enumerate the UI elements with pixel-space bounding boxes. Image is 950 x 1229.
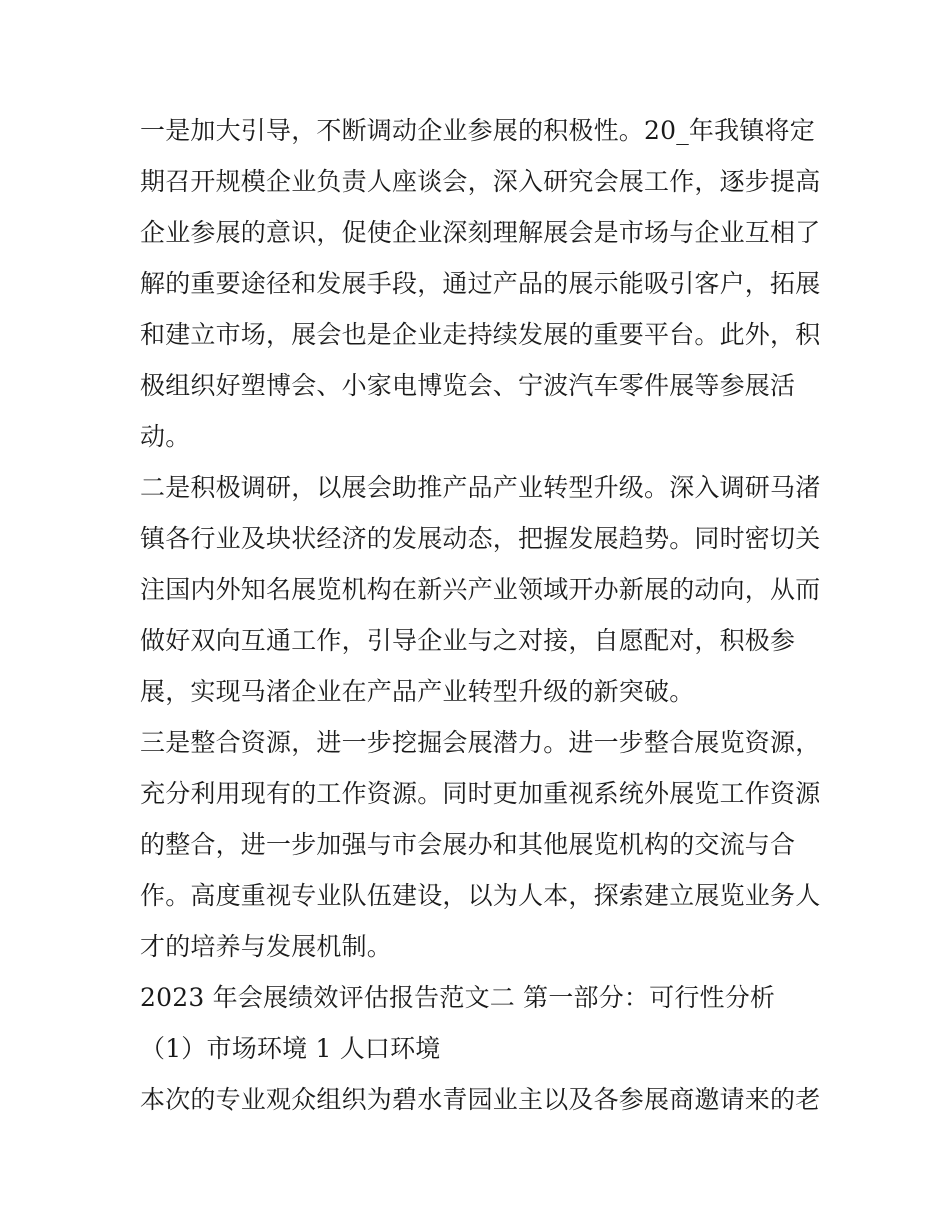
paragraph-line: 本次的专业观众组织为碧水青园业主以及各参展商邀请来的老 [140, 1085, 821, 1114]
paragraph-line: 作。高度重视专业队伍建设，以为人本，探索建立展览业务人 [140, 881, 821, 910]
paragraph-line: 三是整合资源，进一步挖掘会展潜力。进一步整合展览资源， [140, 728, 821, 757]
paragraph-line: 二是积极调研，以展会助推产品产业转型升级。深入调研马渚 [140, 473, 821, 502]
section-heading: 2023 年会展绩效评估报告范文二 第一部分：可行性分析 [140, 983, 776, 1012]
paragraph-line: 充分利用现有的工作资源。同时更加重视系统外展览工作资源 [140, 779, 821, 808]
paragraph-line: 一是加大引导，不断调动企业参展的积极性。20_年我镇将定 [140, 116, 815, 145]
subsection-heading: （1）市场环境 1 人口环境 [140, 1034, 441, 1063]
paragraph-line: 展，实现马渚企业在产品产业转型升级的新突破。 [140, 677, 695, 706]
document-body [140, 112, 820, 1132]
paragraph-line: 做好双向互通工作，引导企业与之对接，自愿配对，积极参 [140, 626, 796, 655]
paragraph-line: 动。 [140, 422, 191, 451]
paragraph-line: 的整合，进一步加强与市会展办和其他展览机构的交流与合 [140, 830, 796, 859]
paragraph-line: 注国内外知名展览机构在新兴产业领域开办新展的动向，从而 [140, 575, 821, 604]
paragraph-line: 期召开规模企业负责人座谈会，深入研究会展工作，逐步提高 [140, 167, 821, 196]
paragraph-line: 极组织好塑博会、小家电博览会、宁波汽车零件展等参展活 [140, 371, 796, 400]
paragraph-line: 镇各行业及块状经济的发展动态，把握发展趋势。同时密切关 [140, 524, 821, 553]
paragraph-line: 和建立市场，展会也是企业走持续发展的重要平台。此外，积 [140, 320, 821, 349]
paragraph-line: 企业参展的意识，促使企业深刻理解展会是市场与企业互相了 [140, 218, 821, 247]
paragraph-line: 才的培养与发展机制。 [140, 932, 393, 961]
paragraph-line: 解的重要途径和发展手段，通过产品的展示能吸引客户，拓展 [140, 269, 821, 298]
